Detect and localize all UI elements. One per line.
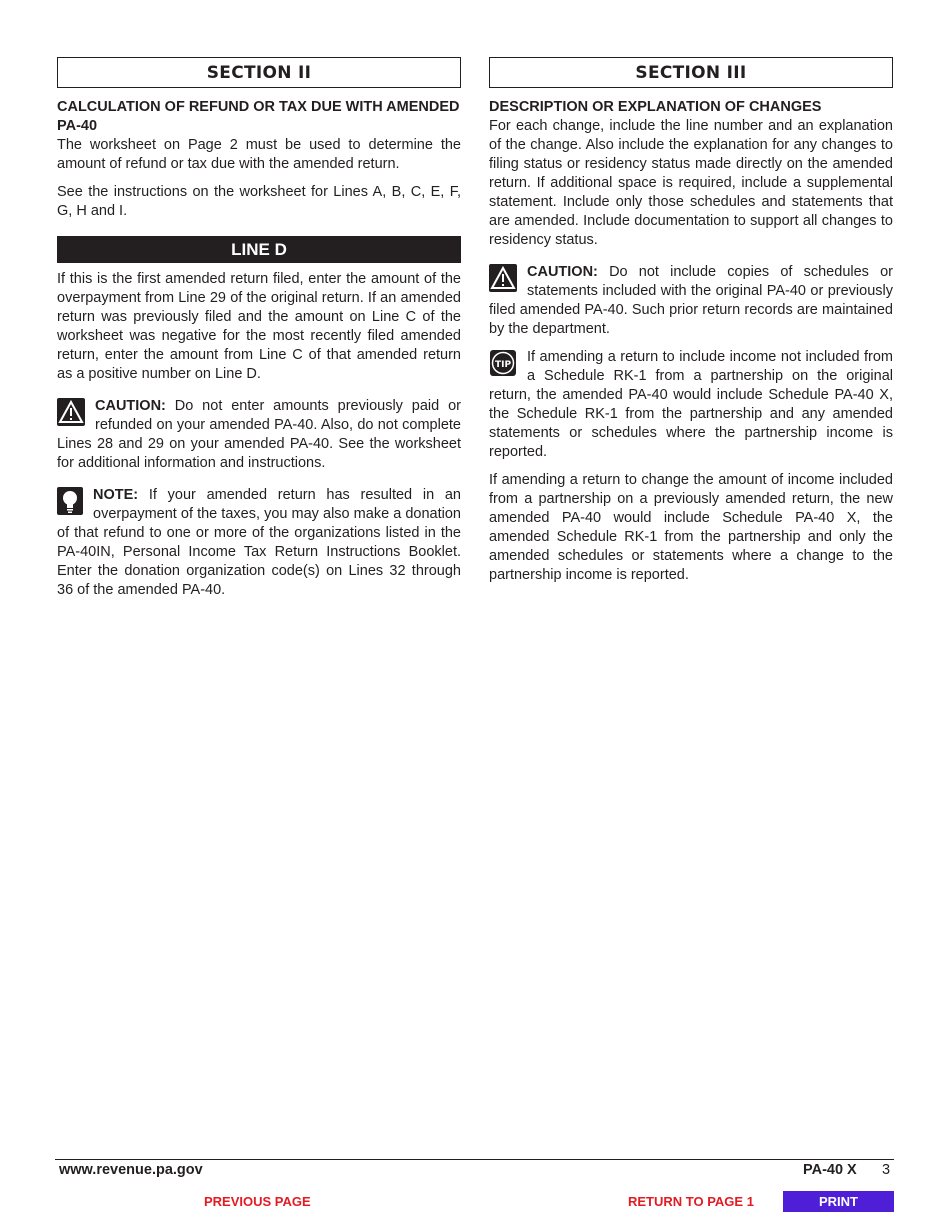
tip-icon: [489, 349, 517, 377]
caution-paragraph-right: [489, 263, 893, 339]
section-iii-para-last: If amending a return to change the amount of income included from a partnership on a previously amended return, the new amended PA-40 would include Schedule PA-40 X, the amended Schedule RK-1 from the partnership and only the amended schedules or statements where a change to the partnership income is reported.: [489, 472, 893, 583]
note-text: If your amended return has resulted in an overpayment of the taxes, you may also make a donation of that refund to one or more of the organizations listed in the PA-40IN, Personal Income Tax Return Instructions Booklet. Enter the donation organization code(s) on Lines 32 through 36 of the amended PA-40.: [57, 487, 461, 598]
return-to-page-1-link[interactable]: RETURN TO PAGE 1: [628, 1194, 754, 1209]
caution-paragraph: [57, 397, 461, 473]
footer-divider: [55, 1159, 894, 1160]
note-paragraph: [57, 486, 461, 600]
lightbulb-icon: [57, 487, 83, 515]
tip-text: If amending a return to include income not included from a Schedule RK-1 from a partnership on the original return, the amended PA-40 would include Schedule PA-40 X, the Schedule RK-1 from the partnership and any amended statements or schedules where the partnership income is reported.: [489, 349, 893, 460]
caution-triangle-icon: [489, 264, 517, 292]
footer-form-name: PA-40 X: [803, 1162, 857, 1178]
footer-page-number: 3: [882, 1162, 891, 1178]
print-button[interactable]: PRINT: [783, 1191, 894, 1212]
section-iii-heading: DESCRIPTION OR EXPLANATION OF CHANGES: [489, 99, 822, 115]
section-iii-column: [489, 57, 893, 585]
section-ii-para1: The worksheet on Page 2 must be used to determine the amount of refund or tax due with the amended return.: [57, 137, 461, 172]
previous-page-link[interactable]: PREVIOUS PAGE: [204, 1194, 311, 1209]
section-ii-heading: CALCULATION OF REFUND OR TAX DUE WITH AMENDED PA-40: [57, 99, 460, 134]
caution-text: Do not enter amounts previously paid or refunded on your amended PA-40. Also, do not complete Lines 28 and 29 on your amended PA-40. See the worksheet for additional information and instructions.: [57, 398, 461, 471]
section-iii-para1: For each change, include the line number and an explanation of the change. Also include the explanation for any changes to filing status or residency status made directly on the amended return. If additional space is required, include a supplemental statement. Include only those schedules and statements that are amended. Include documentation to support all changes to residency status.: [489, 118, 893, 248]
footer-url: www.revenue.pa.gov: [59, 1162, 203, 1178]
line-d-title: LINE D: [57, 236, 461, 263]
section-ii-column: [57, 57, 461, 600]
caution-label-right: CAUTION:: [527, 264, 598, 280]
note-label: NOTE:: [93, 487, 139, 503]
line-d-text: If this is the first amended return filed, enter the amount of the overpayment from Line 29 of the original return. If an amended return was previously filed and the amount on Line C of the worksheet was negative for the most recently filed amended return, enter the amount from Line C of that amended return as a positive number on Line D.: [57, 271, 461, 382]
tip-paragraph: [489, 348, 893, 462]
section-iii-title: SECTION III: [489, 57, 893, 88]
svg-text:TIP: TIP: [494, 360, 512, 370]
section-ii-title: SECTION II: [57, 57, 461, 88]
caution-label: CAUTION:: [95, 398, 166, 414]
caution-text-right: Do not include copies of schedules or statements included with the original PA-40 or previously filed amended PA-40. Such prior return records are maintained by the department.: [489, 264, 893, 337]
caution-triangle-icon: [57, 398, 85, 426]
section-ii-para2: See the instructions on the worksheet for Lines A, B, C, E, F, G, H and I.: [57, 184, 461, 219]
